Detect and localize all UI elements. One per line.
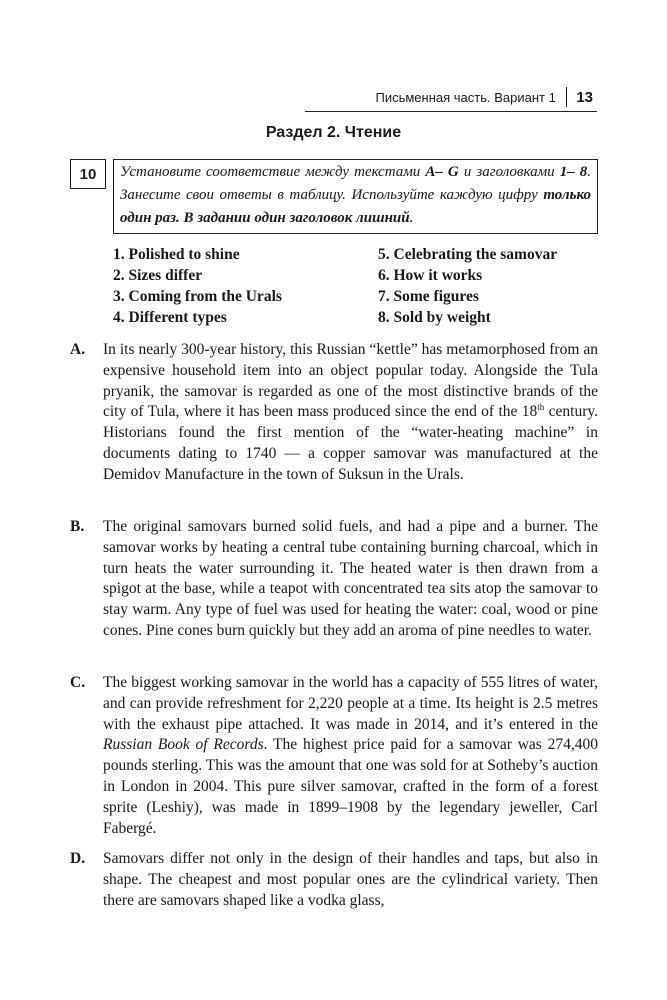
heading-6: 6. How it works: [378, 267, 483, 284]
text-a-letter: A.: [70, 341, 86, 358]
text-d-letter: D.: [70, 850, 86, 867]
headings-list: [113, 244, 598, 328]
task-instruction: Установите соответствие между текстами A– G и заголовками 1– 8. Занесите свои ответы в таблицу. Используйте каждую цифру только один раз. В задании один заголовок лишний.: [113, 159, 598, 234]
running-title: Письменная часть. Вариант 1: [375, 89, 556, 105]
heading-7: 7. Some figures: [378, 288, 479, 305]
heading-3: 3. Coming from the Urals: [113, 288, 282, 305]
page-number: 13: [576, 88, 593, 106]
heading-5: 5. Celebrating the samovar: [378, 246, 558, 263]
heading-1: 1. Polished to shine: [113, 246, 240, 263]
text-d: [70, 849, 598, 911]
heading-4: 4. Different types: [113, 309, 227, 326]
text-d-body: Samovars differ not only in the design of their handles and taps, but also in shape. The cheapest and most popular ones are the cylindrical variety. Then there are samovars shaped like a vodka glass,: [103, 850, 598, 909]
text-c: [70, 673, 598, 839]
section-title: Раздел 2. Чтение: [265, 124, 402, 141]
text-b-letter: B.: [70, 518, 85, 535]
text-c-letter: C.: [70, 674, 86, 691]
heading-2: 2. Sizes differ: [113, 267, 203, 284]
text-a: [70, 340, 598, 486]
text-b-body: The original samovars burned solid fuels, and had a pipe and a burner. The samovar works by heating a central tube containing burning charcoal, which in turn heats the water surrounding it. The heated water is then drawn from a spigot at the base, while a teapot with concentrated tea sits atop the samovar to stay warm. Any type of fuel was used for heating the water: coal, wood or pine cones. Pine cones burn quickly but they add an aroma of pine needles to water.: [103, 518, 598, 639]
text-a-body: In its nearly 300-year history, this Russian “kettle” has metamorphosed from an expensive household item into an object popular today. Alongside the Tula pryanik, the samovar is regarded as one of the most distinctive brands of the city of Tula, where it has been mass produced since the end of the 18th century. Historians found the first mention of the “water-heating machine” in documents dating to 1740 — a copper samovar was manufactured at the Demidov Manufacture in the town of Suksun in the Urals.: [103, 341, 598, 483]
task-number: 10: [70, 159, 106, 189]
text-b: [70, 517, 598, 642]
text-c-body: The biggest working samovar in the world has a capacity of 555 litres of water, and can provide refreshment for 2,220 people at a time. Its height is 2.5 metres with the exhaust pipe attached. It was made in 2014, and it’s entered in the Russian Book of Records. The highest price paid for a samovar was 274,400 pounds sterling. This was the amount that one was sold for at Sotheby’s auction in London in 2004. This pure silver samovar, crafted in the form of a forest sprite (Leshiy), was made in 1899–1908 by the legendary jeweller, Carl Fabergé.: [103, 674, 598, 837]
heading-8: 8. Sold by weight: [378, 309, 491, 326]
running-header: [305, 87, 597, 112]
